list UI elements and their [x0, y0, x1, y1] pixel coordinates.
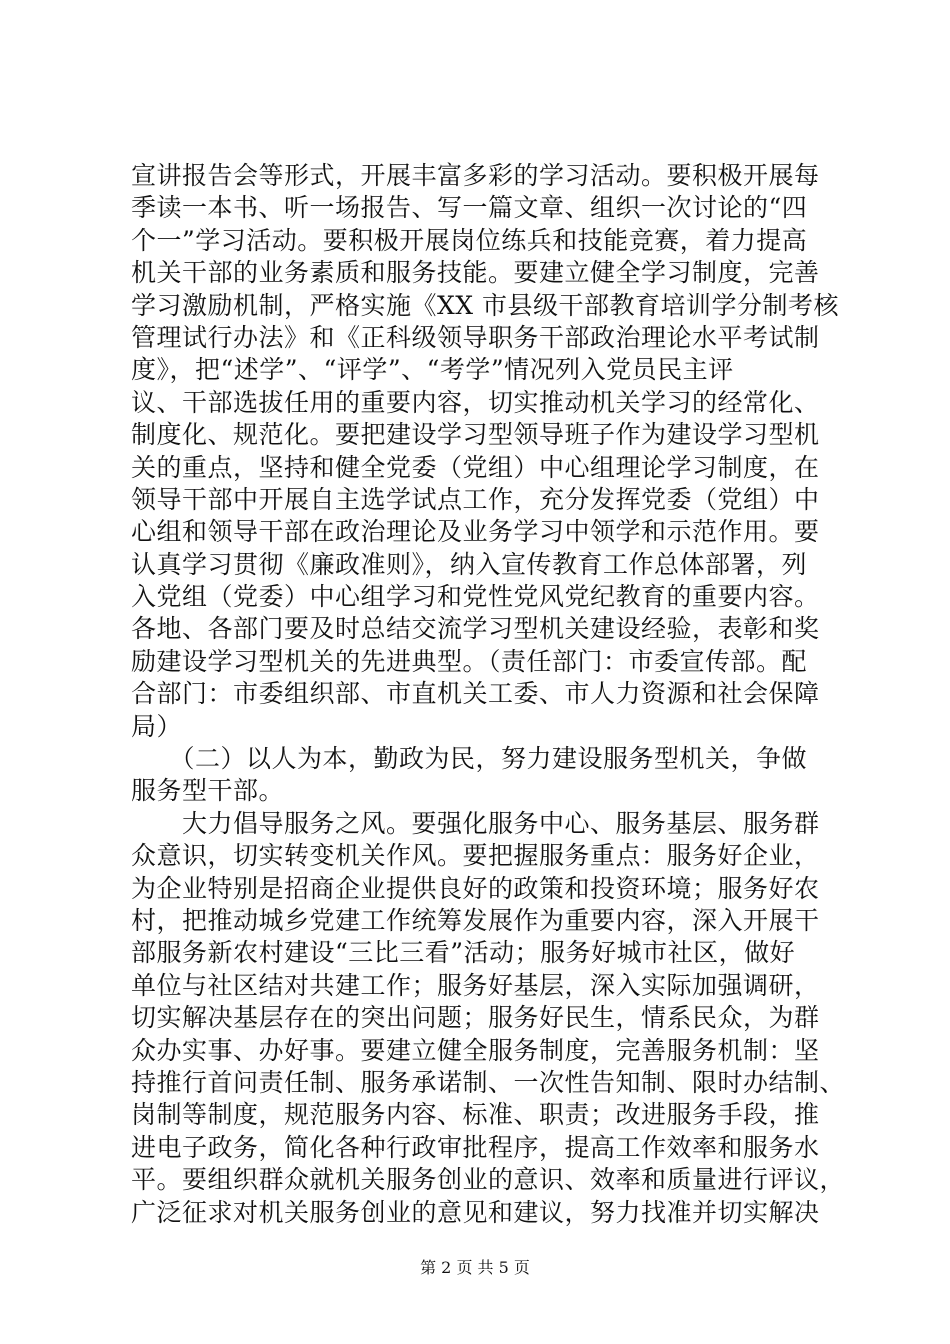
section-heading-line: 服务型干部。	[131, 776, 285, 806]
text-line: 大力倡导服务之风。要强化服务中心、服务基层、服务群	[131, 808, 820, 838]
text-line: 关的重点，坚持和健全党委（党组）中心组理论学习制度，在	[131, 452, 820, 482]
text-line: 切实解决基层存在的突出问题；服务好民生，情系民众，为群	[131, 1003, 820, 1033]
page-number-footer: 第 2 页 共 5 页	[420, 1258, 530, 1277]
document-body	[131, 160, 846, 1229]
text-line: 局）	[131, 711, 183, 741]
text-line: 度》，把“述学”、“评学”、“考学”情况列入党员民主评	[131, 355, 734, 385]
text-line: 村，把推动城乡党建工作统筹发展作为重要内容，深入开展干	[131, 905, 820, 935]
text-line: 众办实事、办好事。要建立健全服务制度，完善服务机制：坚	[131, 1035, 820, 1065]
text-line: 各地、各部门要及时总结交流学习型机关建设经验，表彰和奖	[131, 614, 820, 644]
text-line: 认真学习贯彻《廉政准则》，纳入宣传教育工作总体部署，列	[131, 549, 808, 579]
text-line: 合部门：市委组织部、市直机关工委、市人力资源和社会保障	[131, 679, 820, 709]
text-line: 个一”学习活动。要积极开展岗位练兵和技能竞赛，着力提高	[131, 225, 808, 255]
text-line: 季读一本书、听一场报告、写一篇文章、组织一次讨论的“四	[131, 193, 808, 223]
text-line: 入党组（党委）中心组学习和党性党风党纪教育的重要内容。	[131, 582, 820, 612]
text-line: 机关干部的业务素质和服务技能。要建立健全学习制度，完善	[131, 258, 820, 288]
text-line: 心组和领导干部在政治理论及业务学习中领学和示范作用。要	[131, 517, 820, 547]
section-heading-line: （二）以人为本，勤政为民，努力建设服务型机关，争做	[131, 744, 808, 774]
text-line: 领导干部中开展自主选学试点工作，充分发挥党委（党组）中	[131, 484, 820, 514]
text-line: 学习激励机制，严格实施《XX 市县级干部教育培训学分制考核	[131, 290, 840, 320]
text-line: 众意识，切实转变机关作风。要把握服务重点：服务好企业，	[131, 841, 820, 871]
text-line: 平。要组织群众就机关服务创业的意识、效率和质量进行评议，	[131, 1165, 846, 1195]
text-line: 岗制等制度，规范服务内容、标准、职责；改进服务手段，推	[131, 1100, 820, 1130]
text-line: 管理试行办法》和《正科级领导职务干部政治理论水平考试制	[131, 322, 820, 352]
text-line: 部服务新农村建设“三比三看”活动；服务好城市社区，做好	[131, 938, 796, 968]
text-line: 宣讲报告会等形式，开展丰富多彩的学习活动。要积极开展每	[131, 161, 820, 190]
text-line: 为企业特别是招商企业提供良好的政策和投资环境；服务好农	[131, 873, 820, 903]
text-line: 广泛征求对机关服务创业的意见和建议，努力找准并切实解决	[131, 1197, 820, 1227]
text-line: 制度化、规范化。要把建设学习型领导班子作为建设学习型机	[131, 420, 820, 450]
text-line: 励建设学习型机关的先进典型。（责任部门：市委宣传部。配	[131, 646, 808, 676]
text-line: 单位与社区结对共建工作；服务好基层，深入实际加强调研，	[131, 970, 820, 1000]
text-line: 进电子政务，简化各种行政审批程序，提高工作效率和服务水	[131, 1132, 820, 1162]
text-line: 议、干部选拔任用的重要内容，切实推动机关学习的经常化、	[131, 387, 820, 417]
text-line: 持推行首问责任制、服务承诺制、一次性告知制、限时办结制、	[131, 1067, 846, 1097]
